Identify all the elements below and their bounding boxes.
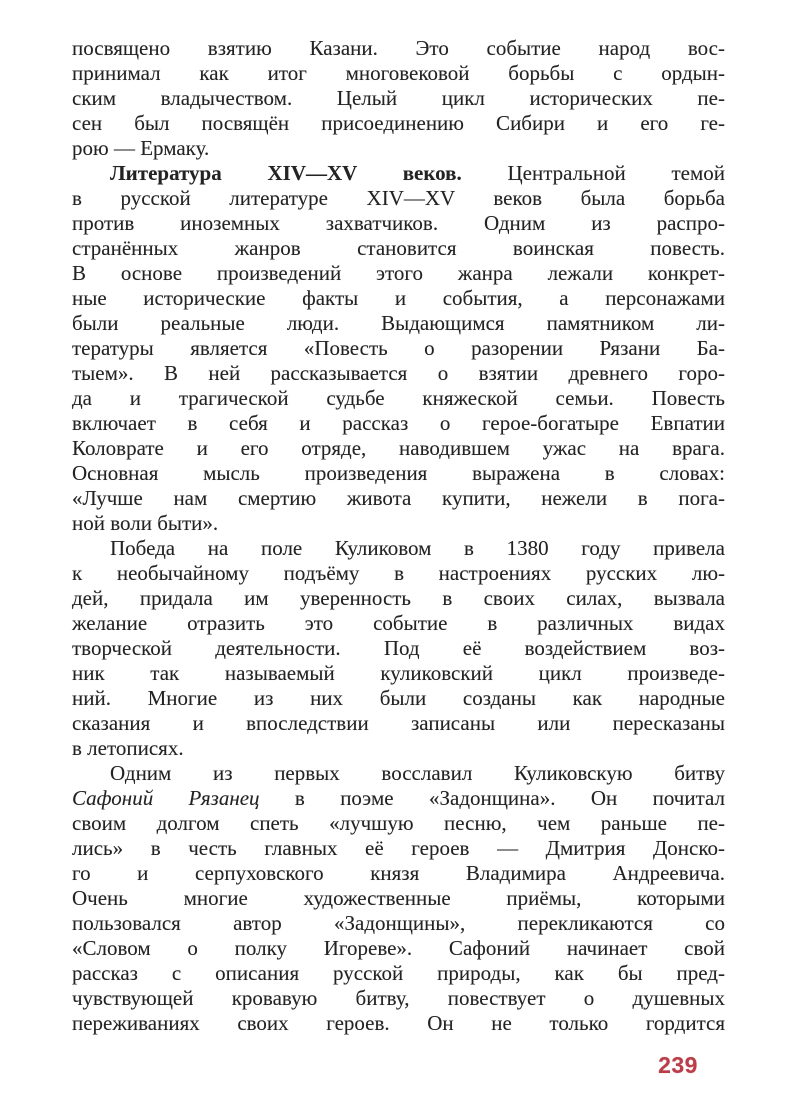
text-line bbox=[72, 361, 725, 386]
text-line bbox=[72, 436, 725, 461]
text-line bbox=[72, 961, 725, 986]
page-number: 239 bbox=[658, 1052, 698, 1078]
text-line bbox=[72, 386, 725, 411]
text-run: «Словом о полку Игореве». Сафоний начинает свой bbox=[72, 936, 725, 960]
text-line bbox=[72, 311, 725, 336]
text-run: Одним из первых восславил Куликовскую битву bbox=[110, 761, 725, 785]
text-line bbox=[72, 136, 725, 161]
text-run: творческой деятельности. Под её воздействием воз- bbox=[72, 636, 725, 660]
text-run: ским владычеством. Целый цикл исторических пе- bbox=[72, 86, 725, 110]
text-line bbox=[72, 786, 725, 811]
text-run: против иноземных захватчиков. Одним из распро- bbox=[72, 211, 725, 235]
text-line bbox=[72, 286, 725, 311]
text-line bbox=[72, 586, 725, 611]
text-run: принимал как итог многовековой борьбы с ордын- bbox=[72, 61, 725, 85]
text-line bbox=[72, 186, 725, 211]
text-run: рассказ с описания русской природы, как бы пред- bbox=[72, 961, 725, 985]
text-run: ные исторические факты и события, а персонажами bbox=[72, 286, 725, 310]
text-line bbox=[72, 486, 725, 511]
text-line bbox=[72, 611, 725, 636]
text-line bbox=[72, 211, 725, 236]
text-run: своим долгом спеть «лучшую песню, чем раньше пе- bbox=[72, 811, 725, 835]
text-run: включает в себя и рассказ о герое-богатыре Евпатии bbox=[72, 411, 725, 435]
text-run: Очень многие художественные приёмы, которыми bbox=[72, 886, 725, 910]
text-line bbox=[72, 711, 725, 736]
text-run: в летописях. bbox=[72, 736, 184, 760]
text-line bbox=[72, 911, 725, 936]
text-run: дей, придала им уверенность в своих силах, вызвала bbox=[72, 586, 725, 610]
text-run: рою — Ермаку. bbox=[72, 136, 210, 160]
bold-run: Литература XIV—XV веков. bbox=[110, 161, 462, 185]
text-line bbox=[72, 411, 725, 436]
text-run: пользовался автор «Задонщины», перекликаются со bbox=[72, 911, 725, 935]
text-run: тыем». В ней рассказывается о взятии древнего горо- bbox=[72, 361, 725, 385]
text-line bbox=[72, 636, 725, 661]
text-run: посвящено взятию Казани. Это событие народ вос- bbox=[72, 36, 725, 60]
text-line bbox=[72, 236, 725, 261]
text-run: странённых жанров становится воинская повесть. bbox=[72, 236, 725, 260]
text-run: Победа на поле Куликовом в 1380 году привела bbox=[110, 536, 725, 560]
text-line bbox=[72, 561, 725, 586]
text-run: были реальные люди. Выдающимся памятником ли- bbox=[72, 311, 725, 335]
text-line bbox=[72, 836, 725, 861]
text-run: да и трагической судьбе княжеской семьи. Повесть bbox=[72, 386, 725, 410]
text-run: сен был посвящён присоединению Сибири и его ге- bbox=[72, 111, 725, 135]
text-line bbox=[72, 811, 725, 836]
text-line bbox=[72, 86, 725, 111]
text-run: лись» в честь главных её героев — Дмитрия Донско- bbox=[72, 836, 725, 860]
text-line bbox=[72, 1011, 725, 1036]
text-run: «Лучше нам смертию живота купити, нежели в пога- bbox=[72, 486, 725, 510]
text-run: переживаниях своих героев. Он не только гордится bbox=[72, 1011, 725, 1035]
text-line bbox=[72, 261, 725, 286]
italic-run: Сафоний Рязанец bbox=[72, 786, 260, 810]
text-line bbox=[72, 936, 725, 961]
text-line bbox=[72, 111, 725, 136]
text-line bbox=[72, 686, 725, 711]
text-run: желание отразить это событие в различных видах bbox=[72, 611, 725, 635]
text-line bbox=[72, 61, 725, 86]
text-line bbox=[72, 761, 725, 786]
text-run: Коловрате и его отряде, наводившем ужас на врага. bbox=[72, 436, 725, 460]
text-run: в русской литературе XIV—XV веков была борьба bbox=[72, 186, 725, 210]
text-line bbox=[72, 661, 725, 686]
text-run: чувствующей кровавую битву, повествует о душевных bbox=[72, 986, 725, 1010]
text-line bbox=[72, 861, 725, 886]
text-run: Основная мысль произведения выражена в словах: bbox=[72, 461, 725, 485]
text-run: Центральной темой bbox=[461, 161, 725, 185]
text-run: В основе произведений этого жанра лежали конкрет- bbox=[72, 261, 725, 285]
page-text bbox=[72, 36, 725, 1036]
text-run: ник так называемый куликовский цикл произведе- bbox=[72, 661, 725, 685]
text-line bbox=[72, 336, 725, 361]
text-run: ний. Многие из них были созданы как народные bbox=[72, 686, 725, 710]
text-run: тературы является «Повесть о разорении Рязани Ба- bbox=[72, 336, 725, 360]
text-run: сказания и впоследствии записаны или пересказаны bbox=[72, 711, 725, 735]
text-line bbox=[72, 736, 725, 761]
text-line bbox=[72, 886, 725, 911]
text-run: к необычайному подъёму в настроениях русских лю- bbox=[72, 561, 725, 585]
text-line bbox=[72, 36, 725, 61]
text-run: ной воли быти». bbox=[72, 511, 219, 535]
text-line bbox=[72, 986, 725, 1011]
text-run: го и серпуховского князя Владимира Андреевича. bbox=[72, 861, 725, 885]
text-line bbox=[72, 461, 725, 486]
text-line bbox=[72, 161, 725, 186]
text-line bbox=[72, 536, 725, 561]
text-run: в поэме «Задонщина». Он почитал bbox=[259, 786, 725, 810]
text-line bbox=[72, 511, 725, 536]
